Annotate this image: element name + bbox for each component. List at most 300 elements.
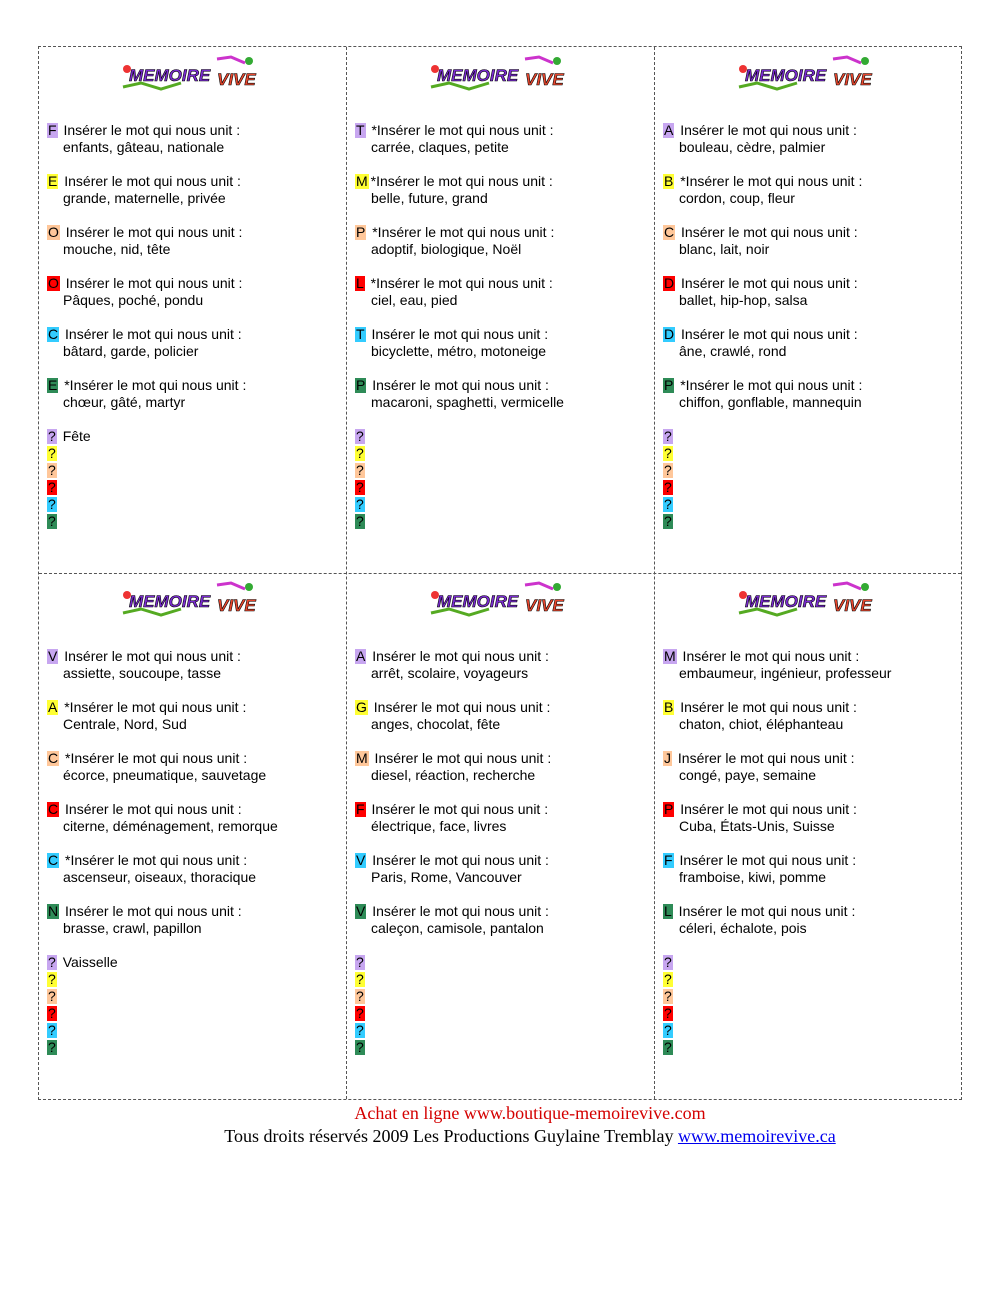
clue-words: chiffon, gonflable, mannequin	[679, 394, 862, 410]
question-mark-badge: ?	[664, 971, 672, 987]
clue-list	[355, 122, 651, 530]
clue-words: bouleau, cèdre, palmier	[679, 139, 826, 155]
clue-prompt	[663, 903, 959, 920]
clue-letter-badge: F	[48, 122, 57, 138]
answer-row	[355, 1022, 651, 1039]
memoire-vive-logo	[121, 53, 265, 95]
clue-prompt	[355, 377, 651, 394]
svg-text:MEMOIRE: MEMOIRE	[745, 592, 827, 611]
question-mark-badge: ?	[356, 971, 364, 987]
answer-list	[663, 428, 959, 530]
question-mark-badge: ?	[356, 445, 364, 461]
question-mark-badge: ?	[356, 1022, 364, 1038]
clue-words: grande, maternelle, privée	[63, 190, 226, 206]
clue-instruction: Insérer le mot qui nous unit :	[368, 648, 549, 664]
clue-prompt	[355, 903, 651, 920]
clue-prompt	[47, 903, 343, 920]
clue-words: diesel, réaction, recherche	[371, 767, 536, 783]
clue-prompt	[663, 173, 959, 190]
clue-instruction: Insérer le mot qui nous unit :	[61, 224, 243, 240]
clue-item	[47, 852, 343, 903]
clue-prompt	[47, 852, 343, 869]
clue-list	[47, 648, 343, 1056]
clue-words: céleri, échalote, pois	[679, 920, 807, 936]
clue-words: belle, future, grand	[371, 190, 488, 206]
clue-letter-badge: B	[664, 699, 674, 715]
clue-item	[355, 801, 651, 852]
answer-row	[47, 462, 343, 479]
clue-instruction: *Insérer le mot qui nous unit :	[61, 852, 248, 868]
clue-instruction: *Insérer le mot qui nous unit :	[60, 699, 247, 715]
answer-row	[47, 1039, 343, 1056]
clue-letter-badge: T	[356, 326, 365, 342]
clue-item	[663, 852, 959, 903]
clue-item	[355, 699, 651, 750]
clue-item	[663, 648, 959, 699]
answer-row	[47, 513, 343, 530]
clue-item	[355, 122, 651, 173]
clue-prompt	[663, 326, 959, 343]
clue-letter-badge: D	[664, 275, 675, 291]
question-mark-badge: ?	[356, 954, 364, 970]
footer-copyright-text: Tous droits réservés 2009 Les Productions Guylaine Tremblay	[224, 1126, 678, 1146]
clue-item	[355, 377, 651, 428]
svg-text:MEMOIRE: MEMOIRE	[437, 66, 519, 85]
clue-prompt	[47, 173, 343, 190]
clue-prompt	[47, 224, 343, 241]
clue-prompt	[663, 801, 959, 818]
memoire-vive-logo	[429, 53, 573, 95]
question-mark-badge: ?	[48, 428, 56, 444]
clue-instruction: Insérer le mot qui nous unit :	[368, 377, 549, 393]
answer-text: Fête	[62, 428, 91, 444]
clue-prompt	[355, 750, 651, 767]
clue-words: chœur, gâté, martyr	[63, 394, 186, 410]
clue-instruction: *Insérer le mot qui nous unit :	[367, 122, 554, 138]
question-mark-badge: ?	[664, 954, 672, 970]
question-mark-badge: ?	[48, 971, 56, 987]
clue-words: mouche, nid, tête	[63, 241, 171, 257]
footer-copyright-line	[0, 1126, 1000, 1147]
svg-text:VIVE: VIVE	[525, 70, 564, 89]
memoire-vive-logo	[429, 579, 573, 621]
memoire-vive-logo-art	[429, 53, 573, 95]
clue-instruction: Insérer le mot qui nous unit :	[676, 699, 857, 715]
answer-row	[47, 1005, 343, 1022]
memoire-vive-logo-art	[429, 579, 573, 621]
clue-letter-badge: C	[664, 224, 675, 240]
clue-prompt	[663, 750, 959, 767]
clue-words: Cuba, États-Unis, Suisse	[679, 818, 835, 834]
svg-text:VIVE: VIVE	[525, 596, 564, 615]
clue-prompt	[355, 275, 651, 292]
svg-text:VIVE: VIVE	[833, 596, 872, 615]
clue-letter-badge: M	[356, 750, 368, 766]
clue-words: congé, paye, semaine	[679, 767, 816, 783]
question-mark-badge: ?	[664, 462, 672, 478]
answer-row	[663, 988, 959, 1005]
answer-row	[47, 479, 343, 496]
game-card	[655, 573, 963, 1099]
question-mark-badge: ?	[48, 462, 56, 478]
clue-letter-badge: V	[356, 903, 366, 919]
answer-row	[47, 428, 343, 445]
answer-row	[355, 428, 651, 445]
clue-item	[47, 648, 343, 699]
answer-list	[47, 428, 343, 530]
clue-item	[663, 699, 959, 750]
answer-row	[355, 988, 651, 1005]
clue-instruction: Insérer le mot qui nous unit :	[369, 699, 551, 715]
clue-letter-badge: N	[48, 903, 59, 919]
answer-row	[47, 445, 343, 462]
clue-item	[47, 275, 343, 326]
clue-words: blanc, lait, noir	[679, 241, 770, 257]
answer-row	[355, 496, 651, 513]
cards-grid	[38, 46, 962, 1100]
clue-words: anges, chocolat, fête	[371, 716, 501, 732]
answer-row	[663, 445, 959, 462]
clue-prompt	[663, 275, 959, 292]
clue-words: caleçon, camisole, pantalon	[371, 920, 544, 936]
answer-row	[47, 988, 343, 1005]
clue-item	[355, 648, 651, 699]
clue-letter-badge: P	[664, 801, 674, 817]
memoire-vive-logo-art	[121, 53, 265, 95]
clue-letter-badge: L	[664, 903, 672, 919]
clue-words: chaton, chiot, éléphanteau	[679, 716, 844, 732]
clue-instruction: Insérer le mot qui nous unit :	[60, 648, 241, 664]
clue-prompt	[663, 699, 959, 716]
svg-text:MEMOIRE: MEMOIRE	[745, 66, 827, 85]
memoire-vive-logo	[121, 579, 265, 621]
clue-item	[47, 224, 343, 275]
answer-row	[355, 1005, 651, 1022]
memoire-vive-logo-art	[737, 579, 881, 621]
clue-letter-badge: T	[356, 122, 365, 138]
clue-item	[47, 326, 343, 377]
footer-purchase-line: Achat en ligne www.boutique-memoirevive.com	[354, 1103, 706, 1123]
clue-item	[663, 173, 959, 224]
clue-item	[355, 275, 651, 326]
answer-row	[355, 462, 651, 479]
clue-words: assiette, soucoupe, tasse	[63, 665, 221, 681]
game-card	[39, 47, 347, 573]
clue-instruction: Insérer le mot qui nous unit :	[370, 750, 552, 766]
svg-text:VIVE: VIVE	[217, 596, 256, 615]
clue-letter-badge: C	[48, 852, 59, 868]
memoire-vive-logo-art	[737, 53, 881, 95]
memoire-vive-logo	[737, 53, 881, 95]
clue-prompt	[355, 801, 651, 818]
clue-instruction: Insérer le mot qui nous unit :	[678, 648, 860, 664]
clue-letter-badge: P	[664, 377, 674, 393]
clue-letter-badge: O	[48, 224, 59, 240]
answer-list	[355, 954, 651, 1056]
memoire-vive-logo-art	[121, 579, 265, 621]
svg-text:MEMOIRE: MEMOIRE	[129, 592, 211, 611]
question-mark-badge: ?	[664, 988, 672, 1004]
answer-row	[663, 1022, 959, 1039]
question-mark-badge: ?	[356, 428, 364, 444]
question-mark-badge: ?	[48, 479, 56, 495]
clue-letter-badge: G	[356, 699, 367, 715]
answer-row	[355, 479, 651, 496]
clue-instruction: Insérer le mot qui nous unit :	[367, 801, 549, 817]
question-mark-badge: ?	[664, 513, 672, 529]
answer-row	[355, 513, 651, 530]
clue-item	[47, 903, 343, 954]
clue-instruction: Insérer le mot qui nous unit :	[61, 275, 243, 291]
svg-text:MEMOIRE: MEMOIRE	[437, 592, 519, 611]
question-mark-badge: ?	[48, 445, 56, 461]
clue-instruction: Insérer le mot qui nous unit :	[676, 801, 857, 817]
clue-words: brasse, crawl, papillon	[63, 920, 202, 936]
clue-letter-badge: M	[664, 648, 676, 664]
clue-item	[355, 852, 651, 903]
question-mark-badge: ?	[664, 445, 672, 461]
clue-prompt	[47, 699, 343, 716]
clue-prompt	[663, 122, 959, 139]
clue-words: écorce, pneumatique, sauvetage	[63, 767, 267, 783]
clue-letter-badge: L	[356, 275, 364, 291]
clue-words: carrée, claques, petite	[371, 139, 509, 155]
clue-words: ballet, hip-hop, salsa	[679, 292, 808, 308]
question-mark-badge: ?	[48, 513, 56, 529]
clue-words: embaumeur, ingénieur, professeur	[679, 665, 892, 681]
clue-words: macaroni, spaghetti, vermicelle	[371, 394, 564, 410]
clue-words: âne, crawlé, rond	[679, 343, 787, 359]
clue-prompt	[663, 648, 959, 665]
answer-row	[355, 445, 651, 462]
clue-prompt	[47, 377, 343, 394]
clue-words: bicyclette, métro, motoneige	[371, 343, 547, 359]
clue-instruction: Insérer le mot qui nous unit :	[677, 224, 858, 240]
clue-prompt	[355, 699, 651, 716]
game-card	[347, 47, 655, 573]
game-card	[347, 573, 655, 1099]
clue-letter-badge: E	[48, 377, 58, 393]
clue-prompt	[355, 852, 651, 869]
game-card	[655, 47, 963, 573]
answer-row	[663, 462, 959, 479]
question-mark-badge: ?	[48, 954, 56, 970]
clue-instruction: Insérer le mot qui nous unit :	[368, 852, 549, 868]
clue-prompt	[47, 648, 343, 665]
clue-words: adoptif, biologique, Noël	[371, 241, 522, 257]
answer-list	[355, 428, 651, 530]
clue-prompt	[663, 377, 959, 394]
clue-instruction: Insérer le mot qui nous unit :	[674, 750, 855, 766]
clue-instruction: *Insérer le mot qui nous unit :	[676, 377, 863, 393]
clue-letter-badge: V	[356, 852, 366, 868]
clue-item	[47, 377, 343, 428]
clue-prompt	[355, 173, 651, 190]
clue-prompt	[47, 122, 343, 139]
answer-row	[663, 954, 959, 971]
game-card	[39, 573, 347, 1099]
clue-words: citerne, déménagement, remorque	[63, 818, 278, 834]
question-mark-badge: ?	[356, 496, 364, 512]
clue-instruction: Insérer le mot qui nous unit :	[677, 275, 858, 291]
question-mark-badge: ?	[664, 428, 672, 444]
clue-letter-badge: F	[356, 801, 365, 817]
clue-instruction: Insérer le mot qui nous unit :	[61, 903, 242, 919]
clue-item	[47, 122, 343, 173]
clue-letter-badge: J	[664, 750, 671, 766]
clue-instruction: *Insérer le mot qui nous unit :	[370, 173, 553, 189]
answer-row	[663, 971, 959, 988]
answer-row	[47, 496, 343, 513]
question-mark-badge: ?	[356, 462, 364, 478]
clue-instruction: Insérer le mot qui nous unit :	[61, 801, 242, 817]
question-mark-badge: ?	[356, 1039, 364, 1055]
svg-text:VIVE: VIVE	[833, 70, 872, 89]
clue-item	[355, 224, 651, 275]
clue-item	[47, 173, 343, 224]
clue-list	[355, 648, 651, 1056]
clue-letter-badge: A	[356, 648, 366, 664]
svg-text:VIVE: VIVE	[217, 70, 256, 89]
question-mark-badge: ?	[356, 479, 364, 495]
clue-instruction: *Insérer le mot qui nous unit :	[60, 377, 247, 393]
question-mark-badge: ?	[664, 1005, 672, 1021]
clue-letter-badge: M	[356, 173, 368, 189]
clue-list	[47, 122, 343, 530]
clue-prompt	[355, 326, 651, 343]
question-mark-badge: ?	[664, 496, 672, 512]
clue-letter-badge: B	[664, 173, 674, 189]
clue-prompt	[47, 750, 343, 767]
clue-prompt	[47, 326, 343, 343]
clue-words: cordon, coup, fleur	[679, 190, 795, 206]
clue-instruction: Insérer le mot qui nous unit :	[59, 122, 241, 138]
clue-item	[663, 377, 959, 428]
clue-item	[663, 326, 959, 377]
question-mark-badge: ?	[664, 1039, 672, 1055]
answer-row	[47, 1022, 343, 1039]
svg-text:MEMOIRE: MEMOIRE	[129, 66, 211, 85]
clue-prompt	[663, 852, 959, 869]
question-mark-badge: ?	[356, 513, 364, 529]
clue-letter-badge: P	[356, 377, 366, 393]
memoire-vive-logo	[737, 579, 881, 621]
question-mark-badge: ?	[48, 1005, 56, 1021]
question-mark-badge: ?	[356, 988, 364, 1004]
clue-words: électrique, face, livres	[371, 818, 507, 834]
clue-instruction: *Insérer le mot qui nous unit :	[368, 224, 555, 240]
clue-item	[355, 173, 651, 224]
clue-instruction: Insérer le mot qui nous unit :	[368, 903, 549, 919]
answer-row	[355, 1039, 651, 1056]
clue-words: Paris, Rome, Vancouver	[371, 869, 522, 885]
clue-list	[663, 122, 959, 530]
clue-item	[663, 224, 959, 275]
clue-instruction: *Insérer le mot qui nous unit :	[366, 275, 553, 291]
clue-letter-badge: F	[664, 852, 673, 868]
clue-prompt	[663, 224, 959, 241]
answer-row	[663, 496, 959, 513]
clue-letter-badge: E	[48, 173, 58, 189]
clue-letter-badge: O	[48, 275, 59, 291]
answer-list	[663, 954, 959, 1056]
clue-letter-badge: C	[48, 326, 59, 342]
clue-letter-badge: A	[48, 699, 58, 715]
answer-list	[47, 954, 343, 1056]
clue-prompt	[47, 275, 343, 292]
question-mark-badge: ?	[356, 1005, 364, 1021]
clue-item	[47, 801, 343, 852]
clue-prompt	[355, 224, 651, 241]
clue-list	[663, 648, 959, 1056]
clue-prompt	[355, 122, 651, 139]
clue-prompt	[47, 801, 343, 818]
clue-words: arrêt, scolaire, voyageurs	[371, 665, 529, 681]
answer-row	[47, 954, 343, 971]
clue-letter-badge: P	[356, 224, 366, 240]
clue-letter-badge: A	[664, 122, 674, 138]
answer-row	[47, 971, 343, 988]
clue-letter-badge: C	[48, 750, 59, 766]
clue-instruction: Insérer le mot qui nous unit :	[60, 173, 241, 189]
clue-words: Pâques, poché, pondu	[63, 292, 204, 308]
clue-instruction: Insérer le mot qui nous unit :	[674, 903, 856, 919]
clue-instruction: Insérer le mot qui nous unit :	[61, 326, 242, 342]
clue-item	[355, 326, 651, 377]
clue-item	[355, 903, 651, 954]
answer-row	[663, 479, 959, 496]
footer-website-link[interactable]: www.memoirevive.ca	[677, 1126, 836, 1146]
clue-instruction: Insérer le mot qui nous unit :	[677, 326, 858, 342]
clue-instruction: *Insérer le mot qui nous unit :	[61, 750, 248, 766]
clue-instruction: *Insérer le mot qui nous unit :	[676, 173, 863, 189]
answer-row	[663, 1039, 959, 1056]
question-mark-badge: ?	[48, 1039, 56, 1055]
clue-item	[663, 801, 959, 852]
answer-row	[663, 428, 959, 445]
clue-instruction: Insérer le mot qui nous unit :	[367, 326, 549, 342]
answer-row	[663, 513, 959, 530]
clue-words: ascenseur, oiseaux, thoracique	[63, 869, 257, 885]
question-mark-badge: ?	[48, 988, 56, 1004]
clue-letter-badge: C	[48, 801, 59, 817]
clue-words: enfants, gâteau, nationale	[63, 139, 225, 155]
question-mark-badge: ?	[664, 479, 672, 495]
clue-item	[355, 750, 651, 801]
clue-item	[663, 903, 959, 954]
question-mark-badge: ?	[48, 1022, 56, 1038]
answer-row	[355, 954, 651, 971]
question-mark-badge: ?	[48, 496, 56, 512]
clue-item	[47, 699, 343, 750]
clue-item	[663, 275, 959, 326]
clue-letter-badge: V	[48, 648, 58, 664]
clue-instruction: Insérer le mot qui nous unit :	[675, 852, 857, 868]
clue-words: ciel, eau, pied	[371, 292, 458, 308]
clue-letter-badge: D	[664, 326, 675, 342]
clue-words: bâtard, garde, policier	[63, 343, 199, 359]
answer-row	[663, 1005, 959, 1022]
answer-text: Vaisselle	[62, 954, 118, 970]
clue-instruction: Insérer le mot qui nous unit :	[676, 122, 857, 138]
clue-prompt	[355, 648, 651, 665]
clue-item	[663, 122, 959, 173]
clue-item	[663, 750, 959, 801]
clue-item	[47, 750, 343, 801]
question-mark-badge: ?	[664, 1022, 672, 1038]
clue-words: framboise, kiwi, pomme	[679, 869, 827, 885]
clue-words: Centrale, Nord, Sud	[63, 716, 187, 732]
